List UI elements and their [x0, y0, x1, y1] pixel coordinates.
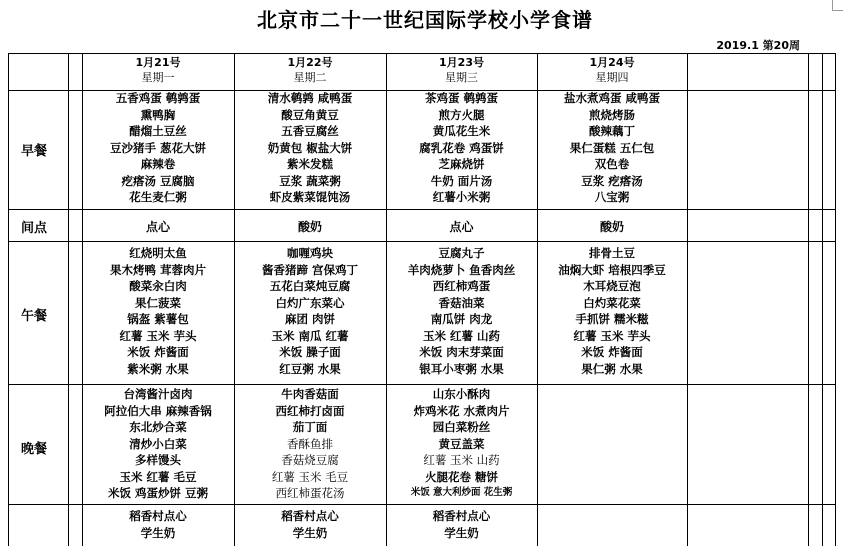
dish: 学生奶 [292, 525, 328, 540]
lunch-monday [82, 245, 234, 377]
dish: 学生奶 [140, 525, 176, 540]
dish: 白灼菜花菜 [583, 295, 641, 310]
dish: 奶黄包 椒盐大饼 [267, 140, 353, 155]
dish: 疙瘩汤 豆腐脑 [121, 173, 195, 188]
dish: 咖喱鸡块 [287, 246, 333, 260]
dish: 清水鹌鹑 咸鸭蛋 [267, 91, 353, 105]
dish: 牛奶 面片汤 [430, 173, 493, 188]
dish: 果仁蛋糕 五仁包 [569, 140, 655, 155]
dish: 熏鸭胸 [140, 107, 176, 122]
dish: 酸菜汆白肉 [129, 279, 187, 293]
dish: 白灼广东菜心 [275, 295, 345, 310]
dish: 学生奶 [444, 525, 479, 540]
dish: 五花白菜炖豆腐 [269, 279, 351, 293]
dish: 西红柿蛋花汤 [275, 486, 345, 500]
dish: 牛肉香菇面 [281, 387, 339, 401]
dish: 五香鸡蛋 鹌鹑蛋 [115, 91, 201, 105]
dish: 醋熘土豆丝 [129, 124, 187, 138]
dish: 稻香村点心 [432, 509, 491, 523]
day-date: 1月24号 [589, 56, 635, 69]
day-weekday: 星期四 [595, 71, 629, 84]
dish: 豆沙猪手 葱花大饼 [109, 140, 206, 155]
dish: 米饭 肉末芽菜面 [419, 345, 504, 359]
day-header-wednesday [386, 55, 537, 85]
dish: 东北炒合菜 [129, 420, 187, 434]
dish: 酸辣藕丁 [589, 124, 635, 138]
dish: 五香豆腐丝 [281, 124, 339, 138]
dish: 豆浆 疙瘩汤 [581, 173, 643, 188]
dish: 红豆粥 水果 [279, 361, 341, 376]
dish: 米饭 臊子面 [279, 345, 341, 359]
dish: 阿拉伯大串 麻辣香锅 [104, 403, 212, 418]
dish: 酸豆角黄豆 [281, 107, 339, 122]
extra-tuesday [234, 508, 386, 541]
dish: 茄丁面 [292, 420, 328, 434]
dish: 米饭 意大利炒面 花生粥 [410, 487, 513, 498]
dish: 煎烧烤肠 [589, 107, 635, 122]
dish: 红薯 玉米 毛豆 [271, 469, 349, 484]
page-corner-mark [832, 0, 843, 11]
dish: 花生麦仁粥 [129, 190, 187, 204]
dish: 麻辣卷 [140, 157, 176, 171]
dish: 香酥鱼排 [287, 436, 333, 451]
page-title: 北京市二十一世纪国际学校小学食谱 [257, 8, 593, 32]
dish: 稻香村点心 [281, 509, 339, 523]
dish: 玉米 红薯 毛豆 [119, 469, 197, 484]
day-weekday: 星期二 [293, 71, 327, 84]
dinner-tuesday [234, 386, 386, 502]
dish: 清炒小白菜 [129, 436, 187, 451]
dish: 羊肉烧萝卜 鱼香肉丝 [407, 262, 516, 277]
dish: 稻香村点心 [129, 509, 187, 523]
lunch-wednesday [386, 245, 537, 377]
dish: 黄豆盖菜 [438, 436, 485, 451]
breakfast-wednesday [386, 90, 537, 206]
meal-label-snack: 间点 [20, 221, 47, 236]
dish: 山东小酥肉 [432, 387, 491, 401]
dish: 豆浆 蔬菜粥 [279, 173, 341, 188]
dish: 红薯 玉米 芋头 [573, 328, 651, 343]
dish: 西红柿打卤面 [275, 403, 345, 418]
dish: 虾皮紫菜馄饨汤 [269, 190, 351, 204]
day-weekday: 星期一 [141, 71, 175, 84]
dish: 米饭 鸡蛋炒饼 豆粥 [107, 486, 208, 500]
dish: 双色卷 [594, 157, 630, 171]
day-header-monday [82, 55, 234, 85]
week-date-label: 2019.1 第20周 [716, 39, 800, 52]
dish: 台湾酱汁卤肉 [123, 387, 193, 401]
dish: 西红柿鸡蛋 [432, 279, 491, 293]
dish: 黄瓜花生米 [432, 124, 491, 138]
day-date: 1月21号 [135, 56, 181, 69]
dish: 八宝粥 [594, 190, 630, 204]
snack-monday: 点心 [145, 220, 170, 234]
meal-label-lunch: 午餐 [20, 309, 47, 324]
dish: 玉米 南瓜 红薯 [271, 328, 349, 343]
dish: 玉米 红薯 山药 [422, 328, 500, 343]
dish: 煎方火腿 [438, 107, 485, 122]
dish: 酱香猪蹄 宫保鸡丁 [261, 262, 358, 277]
dish: 茶鸡蛋 鹌鹑蛋 [424, 91, 498, 105]
dish: 南瓜饼 肉龙 [430, 312, 493, 326]
dish: 红烧明太鱼 [129, 246, 187, 260]
dish: 排骨土豆 [589, 246, 635, 260]
dish: 米饭 炸酱面 [127, 345, 189, 359]
dish: 红薯 玉米 芋头 [119, 328, 197, 343]
dish: 炸鸡米花 水煮肉片 [413, 403, 510, 418]
dish: 火腿花卷 糖饼 [424, 469, 498, 484]
day-header-tuesday [234, 55, 386, 85]
dish: 锅盔 紫薯包 [127, 312, 189, 326]
dish: 油焖大虾 培根四季豆 [558, 262, 666, 277]
meal-label-dinner: 晚餐 [20, 442, 47, 457]
dish: 紫米发糕 [287, 157, 333, 171]
dish: 银耳小枣粥 水果 [419, 361, 504, 376]
snack-thursday: 酸奶 [599, 220, 624, 234]
dish: 豆腐丸子 [438, 246, 485, 260]
meal-label-breakfast: 早餐 [20, 144, 47, 159]
breakfast-thursday [537, 90, 687, 206]
day-weekday: 星期三 [445, 71, 478, 84]
dish: 果仁菠菜 [135, 295, 181, 310]
dish: 红薯小米粥 [432, 190, 491, 204]
dish: 木耳烧豆泡 [583, 279, 641, 293]
extra-wednesday [386, 508, 537, 541]
snack-tuesday: 酸奶 [297, 220, 322, 234]
lunch-thursday [537, 245, 687, 377]
dish: 红薯 玉米 山药 [423, 453, 500, 467]
dish: 麻团 肉饼 [284, 312, 335, 326]
dish: 手抓饼 糯米糍 [575, 312, 649, 326]
breakfast-tuesday [234, 90, 386, 206]
lunch-tuesday [234, 245, 386, 377]
extra-monday [82, 508, 234, 541]
dish: 芝麻烧饼 [438, 157, 485, 171]
dish: 腐乳花卷 鸡蛋饼 [419, 140, 504, 155]
breakfast-monday [82, 90, 234, 206]
dinner-monday [82, 386, 234, 502]
dinner-wednesday [386, 386, 537, 502]
day-date: 1月23号 [439, 56, 484, 69]
dish: 果仁粥 水果 [581, 361, 643, 376]
dish: 盐水煮鸡蛋 咸鸭蛋 [563, 91, 660, 105]
snack-wednesday: 点心 [449, 220, 474, 234]
dish: 香菇烧豆腐 [281, 453, 339, 467]
day-date: 1月22号 [287, 56, 333, 69]
dish: 紫米粥 水果 [127, 361, 189, 376]
dish: 米饭 炸酱面 [581, 345, 643, 359]
day-header-thursday [537, 55, 687, 85]
dish: 果木烤鸭 茸蓉肉片 [109, 262, 206, 277]
dish: 多样馒头 [135, 453, 181, 467]
dish: 园白菜粉丝 [432, 420, 491, 434]
dish: 香菇油菜 [438, 295, 485, 310]
